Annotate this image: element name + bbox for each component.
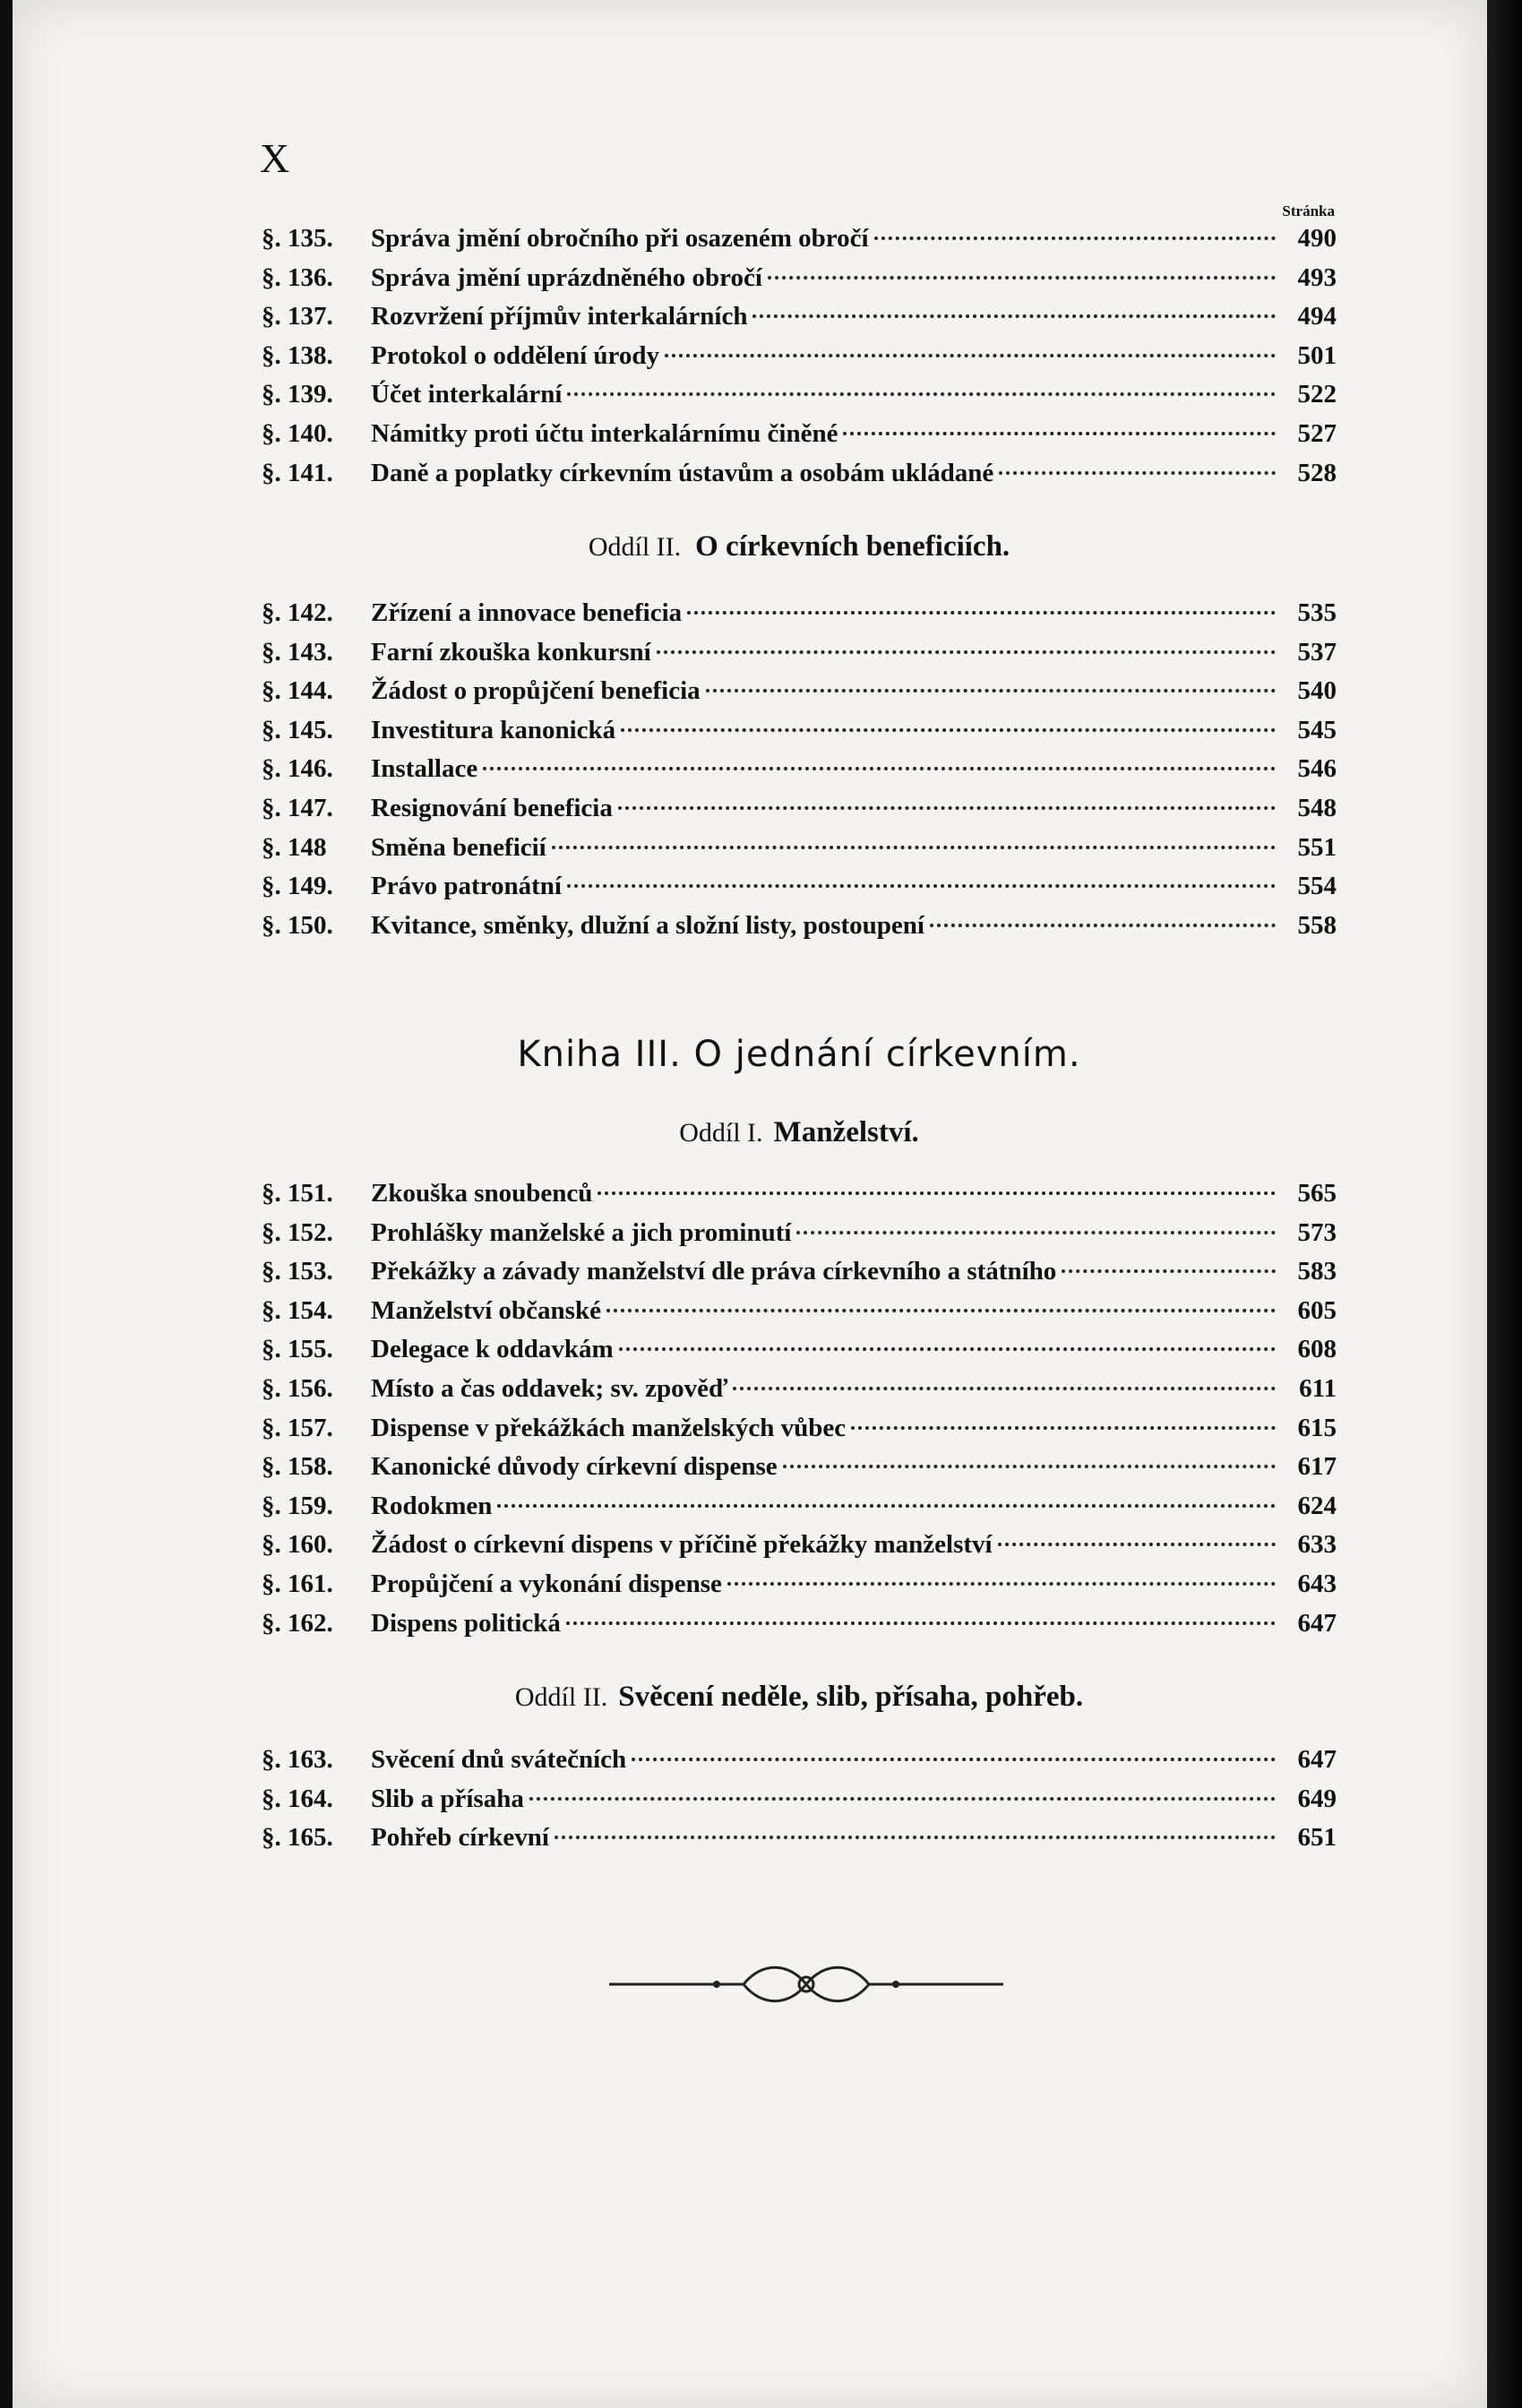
- toc-row: [262, 1492, 1337, 1531]
- dot-leader: [567, 392, 1276, 396]
- page-number: 545: [1297, 715, 1337, 744]
- page-number: 649: [1297, 1784, 1337, 1813]
- toc-row: [262, 1374, 1337, 1414]
- toc-row: [262, 598, 1337, 638]
- section-number: §. 147.: [262, 793, 333, 822]
- toc-row: [262, 1296, 1337, 1336]
- page-number: 537: [1297, 637, 1337, 666]
- dot-leader: [999, 471, 1276, 475]
- entry-title: Resignování beneficia: [371, 793, 613, 822]
- dot-leader: [998, 1543, 1276, 1546]
- entry-title: Dispens politická: [371, 1608, 561, 1638]
- entry-title: Účet interkalární: [371, 380, 563, 409]
- entry-title: Installace: [371, 754, 478, 784]
- dot-leader: [768, 276, 1276, 280]
- toc-row: [262, 380, 1337, 419]
- entry-title: Zřízení a innovace beneficia: [371, 598, 683, 627]
- entry-title: Protokol o oddělení úrody: [371, 340, 660, 370]
- toc-row: [262, 341, 1337, 381]
- dot-leader: [733, 1387, 1276, 1390]
- section-number: §. 148: [262, 832, 327, 862]
- toc-row: [262, 224, 1337, 263]
- page-number: 535: [1297, 598, 1337, 627]
- entry-title: Investitura kanonická: [371, 715, 616, 744]
- toc-row: [262, 1570, 1337, 1609]
- section-heading-sveceni: [262, 1681, 1337, 1714]
- dot-leader: [874, 236, 1276, 240]
- dot-leader: [657, 650, 1276, 654]
- toc-row: [262, 676, 1337, 716]
- page-number: 501: [1297, 340, 1337, 370]
- section-number: §. 162.: [262, 1608, 333, 1638]
- entry-title: Delegace k oddavkám: [371, 1335, 614, 1364]
- toc-row: [262, 1784, 1337, 1824]
- dot-leader: [618, 806, 1276, 810]
- dot-leader: [665, 354, 1276, 357]
- page-number: 490: [1297, 224, 1337, 253]
- dot-leader: [552, 846, 1276, 849]
- dot-leader: [796, 1231, 1276, 1234]
- page-number: 546: [1297, 754, 1337, 784]
- page-number: 551: [1297, 832, 1337, 862]
- dot-leader: [632, 1758, 1276, 1761]
- section-number: §. 138.: [262, 340, 333, 370]
- section-name: Svěcení neděle, slib, přísaha, pohřeb.: [618, 1681, 1084, 1713]
- entry-title: Překážky a závady manželství dle práva církevního a státního: [371, 1257, 1057, 1286]
- section-number: §. 164.: [262, 1784, 333, 1813]
- toc-row: [262, 833, 1337, 873]
- dot-leader: [621, 728, 1276, 732]
- entry-title: Zkouška snoubenců: [371, 1179, 593, 1208]
- section-number: §. 152.: [262, 1217, 333, 1247]
- page-number: 554: [1297, 872, 1337, 901]
- toc-row: [262, 419, 1337, 459]
- book-heading: Kniha III. O jednání církevním.: [517, 1034, 1081, 1075]
- dot-leader: [598, 1191, 1276, 1195]
- entry-title: Kvitance, směnky, dlužní a složní listy, postoupení: [371, 910, 924, 940]
- toc-group-2: [262, 598, 1337, 950]
- entry-title: Farní zkouška konkursní: [371, 637, 651, 666]
- dot-leader: [930, 924, 1276, 927]
- toc-row: [262, 1218, 1337, 1258]
- toc-row: [262, 638, 1337, 677]
- page-number: 565: [1297, 1179, 1337, 1208]
- page-folio: X: [260, 135, 291, 181]
- section-number: §. 158.: [262, 1452, 333, 1482]
- section-label: Oddíl II.: [588, 532, 682, 562]
- page-number: 583: [1297, 1257, 1337, 1286]
- section-heading-manzelstvi: [262, 1116, 1337, 1149]
- section-number: §. 144.: [262, 676, 333, 706]
- dot-leader: [706, 689, 1276, 692]
- entry-title: Správa jmění uprázdněného obročí: [371, 262, 762, 292]
- section-label: Oddíl I.: [679, 1118, 763, 1148]
- section-number: §. 153.: [262, 1257, 333, 1286]
- section-number: §. 151.: [262, 1179, 333, 1208]
- section-number: §. 156.: [262, 1373, 333, 1403]
- section-number: §. 136.: [262, 262, 333, 292]
- dot-leader: [529, 1797, 1276, 1801]
- section-number: §. 160.: [262, 1530, 333, 1560]
- page-number: 647: [1297, 1745, 1337, 1774]
- page-number: 611: [1299, 1373, 1337, 1403]
- page-number: 494: [1297, 302, 1337, 331]
- page-number: 615: [1297, 1413, 1337, 1442]
- entry-title: Propůjčení a vykonání dispense: [371, 1569, 722, 1598]
- entry-title: Směna beneficií: [371, 832, 546, 862]
- section-number: §. 145.: [262, 715, 333, 744]
- section-heading-beneficia: [262, 530, 1337, 563]
- section-number: §. 163.: [262, 1745, 333, 1774]
- section-number: §. 159.: [262, 1491, 333, 1520]
- dot-leader: [566, 1621, 1276, 1625]
- entry-title: Správa jmění obročního při osazeném obročí: [371, 224, 869, 253]
- section-number: §. 140.: [262, 418, 333, 448]
- section-number: §. 149.: [262, 872, 333, 901]
- section-name: O církevních beneficiích.: [695, 530, 1010, 563]
- entry-title: Námitky proti účtu interkalárnímu činěné: [371, 418, 838, 448]
- page-edge-shadow: [1487, 0, 1522, 2408]
- toc-group-4: [262, 1745, 1337, 1862]
- dot-leader: [555, 1836, 1276, 1839]
- toc-row: [262, 1414, 1337, 1453]
- section-number: §. 146.: [262, 754, 333, 784]
- entry-title: Dispense v překážkách manželských vůbec: [371, 1413, 847, 1442]
- toc-row: [262, 794, 1337, 833]
- dot-leader: [483, 767, 1276, 770]
- page-number: 651: [1297, 1823, 1337, 1853]
- dot-leader: [783, 1465, 1276, 1468]
- toc-group-3: [262, 1179, 1337, 1647]
- page-number: 528: [1297, 458, 1337, 487]
- entry-title: Žádost o církevní dispens v příčině překážky manželství: [371, 1530, 993, 1560]
- dot-leader: [851, 1426, 1276, 1430]
- section-number: §. 142.: [262, 598, 333, 627]
- entry-title: Právo patronátní: [371, 872, 562, 901]
- dot-leader: [1062, 1269, 1276, 1273]
- page-column-header: Stránka: [1282, 202, 1335, 219]
- entry-title: Manželství občanské: [371, 1295, 601, 1325]
- page-number: 573: [1297, 1217, 1337, 1247]
- section-number: §. 141.: [262, 458, 333, 487]
- toc-row: [262, 754, 1337, 794]
- entry-title: Prohlášky manželské a jich prominutí: [371, 1217, 792, 1247]
- toc-row: [262, 1745, 1337, 1784]
- toc-row: [262, 911, 1337, 950]
- entry-title: Pohřeb církevní: [371, 1823, 549, 1853]
- page-number: 493: [1297, 262, 1337, 292]
- section-number: §. 143.: [262, 637, 333, 666]
- toc-group-1: [262, 224, 1337, 497]
- entry-title: Rodokmen: [371, 1491, 493, 1520]
- page-number: 633: [1297, 1530, 1337, 1560]
- toc-row: [262, 1257, 1337, 1296]
- toc-row: [262, 716, 1337, 755]
- dot-leader: [567, 884, 1276, 888]
- page-number: 548: [1297, 793, 1337, 822]
- section-label: Oddíl II.: [514, 1682, 608, 1712]
- page-number: 617: [1297, 1452, 1337, 1482]
- entry-title: Svěcení dnů svátečních: [371, 1745, 627, 1774]
- toc-row: [262, 872, 1337, 911]
- toc-row: [262, 263, 1337, 303]
- toc-row: [262, 302, 1337, 341]
- toc-row: [262, 1530, 1337, 1570]
- toc-row: [262, 1609, 1337, 1648]
- toc-row: [262, 1452, 1337, 1492]
- section-number: §. 150.: [262, 910, 333, 940]
- section-number: §. 157.: [262, 1413, 333, 1442]
- dot-leader: [752, 314, 1276, 318]
- section-number: §. 161.: [262, 1569, 333, 1598]
- page-number: 608: [1297, 1335, 1337, 1364]
- page-number: 647: [1297, 1608, 1337, 1638]
- section-number: §. 135.: [262, 224, 333, 253]
- section-number: §. 155.: [262, 1335, 333, 1364]
- section-number: §. 165.: [262, 1823, 333, 1853]
- dot-leader: [606, 1309, 1276, 1312]
- entry-title: Místo a čas oddavek; sv. zpověď: [371, 1373, 728, 1403]
- entry-title: Daně a poplatky církevním ústavům a osobám ukládané: [371, 458, 994, 487]
- page-number: 522: [1297, 380, 1337, 409]
- section-number: §. 154.: [262, 1295, 333, 1325]
- ornament-divider-icon: [609, 1953, 1003, 2016]
- dot-leader: [497, 1504, 1276, 1508]
- section-number: §. 137.: [262, 302, 333, 331]
- toc-row: [262, 1179, 1337, 1218]
- dot-leader: [687, 611, 1276, 615]
- section-number: §. 139.: [262, 380, 333, 409]
- dot-leader: [727, 1582, 1276, 1586]
- page-number: 540: [1297, 676, 1337, 706]
- entry-title: Kanonické důvody církevní dispense: [371, 1452, 778, 1482]
- entry-title: Slib a přísaha: [371, 1784, 524, 1813]
- dot-leader: [843, 432, 1276, 435]
- page-number: 605: [1297, 1295, 1337, 1325]
- entry-title: Rozvržení příjmův interkalárních: [371, 302, 748, 331]
- toc-row: [262, 459, 1337, 498]
- page-number: 624: [1297, 1491, 1337, 1520]
- page-number: 643: [1297, 1569, 1337, 1598]
- page-number: 558: [1297, 910, 1337, 940]
- toc-row: [262, 1335, 1337, 1374]
- section-name: Manželství.: [773, 1116, 919, 1148]
- dot-leader: [619, 1347, 1276, 1351]
- page-number: 527: [1297, 418, 1337, 448]
- toc-row: [262, 1823, 1337, 1862]
- entry-title: Žádost o propůjčení beneficia: [371, 676, 701, 706]
